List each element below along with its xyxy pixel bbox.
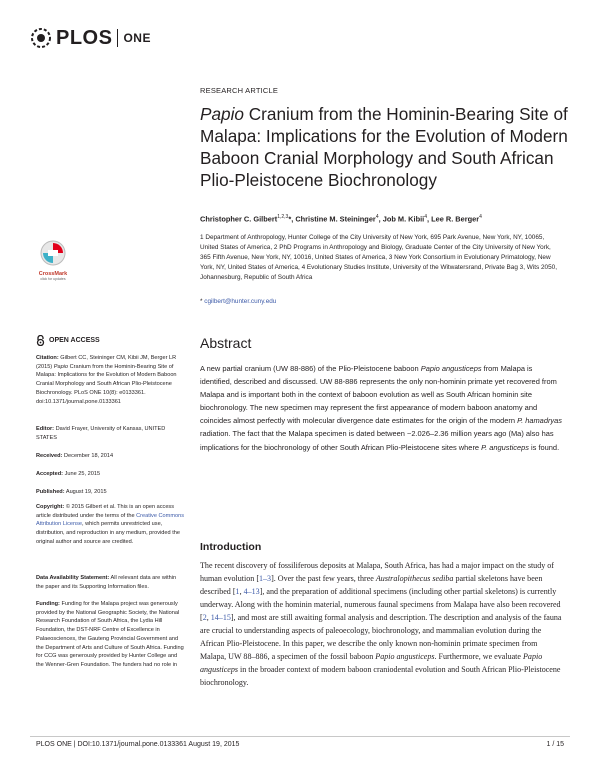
intro-text: ], and the preparation of additional specimens (including other partial skeletons) is currently underway. Along with the hominin material, numerous faunal specimens from Malapa have also been recovered [ (200, 586, 561, 622)
crossmark-sub: click for updates (40, 277, 66, 281)
intro-taxon: Papio angusticeps (375, 651, 435, 661)
intro-text: The recent discovery of fossiliferous deposits at Malapa, South Africa, has had a major impact on the study of human evolution [ (200, 561, 554, 583)
intro-text: in the broader context of modern baboon craniodental evolution and South African Plio-Pleistocene biochronology. (200, 664, 561, 687)
data-availability-block (36, 574, 184, 591)
abstract-text: radiation. The fact that the Malapa specimen is dated between ~2.026–2.36 million years ago (Ma) also has implications for the biochronology of other South African Plio-Pleistocene sites where (200, 429, 554, 452)
abstract-text: is found. (528, 442, 560, 452)
title-rest: Cranium from the Hominin-Bearing Site of Malapa: Implications for the Evolution of Modern Baboon Cranial Morphology and South African Plio-Pleistocene Biochronology (200, 104, 568, 190)
logo-plos-text: PLOS (56, 26, 113, 49)
intro-text: ]. Over the past few years, three (271, 573, 376, 583)
accepted-label: Accepted: (36, 471, 64, 477)
editor-label: Editor: (36, 426, 55, 432)
citation-text-cont: Cranium from the Hominin-Bearing Site of Malapa: Implications for the Evolution of Modern Baboon Cranial Morphology and South African Plio-Pleistocene Biochronology. PLoS ONE 10(8): e0133361. doi:10.1371/journal.pone.0133361 (36, 363, 177, 405)
abstract-taxon: P. angusticeps (481, 442, 529, 452)
author-affil-sup: 4 (375, 214, 379, 220)
intro-text: partial skeletons have been described [ (200, 573, 543, 596)
copyright-text: © 2015 Gilbert et al. This is an open access article distributed under the terms of the (36, 504, 175, 519)
author-affil-sup: 1,2,3 (277, 214, 289, 220)
footer-divider (30, 736, 570, 737)
author-name[interactable]: Christopher C. Gilbert (200, 214, 278, 224)
copyright-block (36, 503, 184, 547)
funding-label: Funding: (36, 601, 60, 607)
copyright-label: Copyright: (36, 504, 65, 510)
reference-link[interactable]: 1–3 (259, 573, 272, 583)
article-type: RESEARCH ARTICLE (200, 86, 279, 95)
editor-text: David Frayer, University of Kansas, UNITED STATES (36, 426, 166, 441)
citation-label: Citation: (36, 355, 59, 361)
accepted-block (36, 470, 184, 479)
license-link[interactable]: Creative Commons Attribution License (36, 512, 184, 528)
title-genus: Papio (200, 104, 244, 124)
introduction-heading: Introduction (200, 541, 262, 553)
intro-taxon: Australopithecus sediba (375, 573, 454, 583)
published-label: Published: (36, 489, 65, 495)
data-availability-label: Data Availability Statement: (36, 575, 110, 581)
logo-divider (117, 29, 118, 47)
intro-text: , (206, 612, 211, 622)
author-affil-sup: 4 (424, 214, 427, 220)
author-list: Christopher C. Gilbert$^{1,2,3}$*, Christine M. Steininger$^4$, Job M. Kibii$^4$, Lee R. Berger$^4$ (200, 214, 482, 224)
received-block (36, 452, 184, 461)
crossmark-badge[interactable] (36, 240, 70, 281)
data-availability-text: All relevant data are within the paper and its Supporting Information files. (36, 575, 177, 590)
reference-link[interactable]: 4–13 (243, 586, 260, 596)
author-affil-sup: 4 (479, 214, 482, 220)
crossmark-icon (40, 240, 66, 266)
published-block (36, 488, 184, 497)
author-name[interactable]: Job M. Kibii (382, 214, 425, 224)
author-name[interactable]: Christine M. Steininger (295, 214, 376, 224)
published-date: August 19, 2015 (64, 489, 107, 495)
funding-block (36, 600, 184, 670)
article-title (200, 103, 570, 191)
crossmark-label: CrossMark (38, 271, 68, 277)
abstract-body (200, 362, 564, 454)
funding-text: Funding for the Malapa project was generously provided by the National Geographic Society, the National Research Foundation of South Africa, the Lydia Hill Foundation, the DST-NRF Centre of Excellence in Palaeosciences, the Gauteng Provincial Government and the Department of Arts and Culture of South Africa. Funding for CCG was generously provided by Hunter College and the Wenner-Gren Foundation. The funders had no role in (36, 601, 184, 668)
accepted-date: June 25, 2015 (63, 471, 101, 477)
reference-link[interactable]: 14–15 (210, 612, 231, 622)
author-name[interactable]: Lee R. Berger (431, 214, 480, 224)
introduction-body (200, 560, 564, 690)
copyright-text-cont: , which permits unrestricted use, distribution, and reproduction in any medium, provided the original author and source are credited. (36, 521, 180, 545)
citation-block (36, 354, 184, 406)
received-label: Received: (36, 453, 63, 459)
plos-logo-icon (30, 27, 52, 49)
corresponding-email: * cgilbert@hunter.cuny.edu (200, 298, 277, 305)
citation-italic: Papio (53, 363, 69, 370)
open-access-label: OPEN ACCESS (49, 337, 100, 344)
abstract-text: A new partial cranium (UW 88-886) of the Plio-Pleistocene baboon (200, 364, 421, 373)
affiliations: 1 Department of Anthropology, Hunter College of the City University of New York, 695 Park Avenue, New York, NY, 10065, United States of America, 2 PhD Programs in Anthropology and Biology, Graduate Center of the City University of New York, 365 Fifth Avenue, New York, NY, 10016, United States of America, 3 New York Consortium in Evolutionary Primatology, New York, NY, United States of America, 4 Evolutionary Studies Institute, University of the Witwatersrand, Private Bag 3, Wits 2050, Johannesburg, Republic of South Africa (200, 234, 557, 281)
footer-citation: PLOS ONE | DOI:10.1371/journal.pone.0133361 August 19, 2015 (36, 741, 240, 748)
open-access-badge (36, 335, 100, 346)
corresponding-mark: * (288, 214, 292, 224)
journal-logo (30, 26, 151, 50)
abstract-heading: Abstract (200, 335, 252, 351)
abstract-taxon: Papio angusticeps (420, 364, 482, 373)
received-date: December 18, 2014 (62, 453, 114, 459)
open-lock-icon (36, 335, 45, 346)
reference-link[interactable]: 2 (202, 612, 207, 622)
citation-text: Gilbert CC, Steininger CM, Kibii JM, Berger LR (2015) (36, 355, 177, 370)
abstract-taxon: P. hamadryas (517, 416, 563, 426)
logo-journal-text: ONE (123, 31, 151, 45)
abstract-text: from Malapa is identified, described and discussed. UW 88-886 represents the only non-hominin primate yet recovered from Malapa and is important both in the context of baboon evolution as well as South African hominin site biochronology. The new specimen may represent the first appearance of modern baboon anatomy and coincides almost perfectly with molecular divergence date estimates for the origin of the modern (200, 364, 557, 426)
page-number: 1 / 15 (546, 741, 564, 748)
intro-text: . Furthermore, we evaluate (434, 651, 523, 661)
email-link[interactable]: cgilbert@hunter.cuny.edu (204, 298, 277, 305)
editor-block (36, 425, 184, 442)
reference-link[interactable]: 1 (235, 586, 240, 596)
intro-text: , (239, 586, 244, 596)
intro-text: ], and most are still awaiting formal analysis and description. The description and analysis of the fauna are crucial to understanding aspects of paleoecology, biochronology, and mammalian evolution during the African Plio-Pleistocene. In this paper, we describe the only known non-hominin primate specimen from Malapa, UW 88–886, a specimen of the fossil baboon (200, 612, 562, 661)
intro-taxon: Papio angusticeps (200, 651, 543, 674)
